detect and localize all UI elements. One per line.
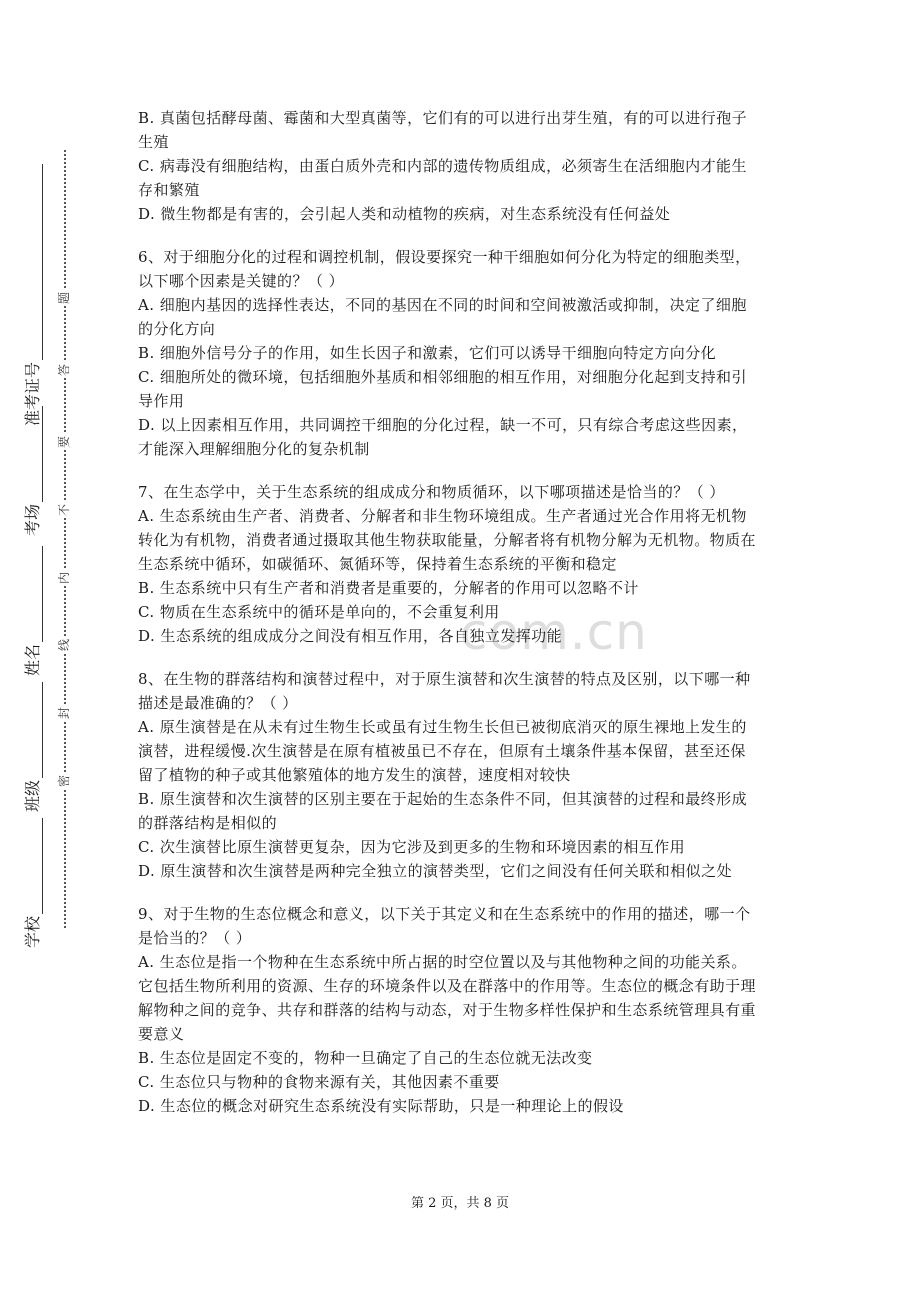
sealing-line: [64, 150, 66, 928]
option-line: 要意义: [138, 1025, 185, 1043]
question-5-remaining-options: [138, 106, 782, 226]
option-line: 的分化方向: [138, 320, 216, 338]
option-line: D. 以上因素相互作用，共同调控干细胞的分化过程，缺一不可，只有综合考虑这些因素，: [138, 416, 748, 434]
option-line: A. 生态位是指一个物种在生态系统中所占据的时空位置以及与其他物种之间的功能关系。: [138, 953, 747, 971]
seal-char-bu: 不: [57, 504, 71, 517]
name-blank: [26, 546, 43, 642]
option-line: C. 病毒没有细胞结构，由蛋白质外壳和内部的遗传物质组成，必须寄生在活细胞内才能生: [138, 157, 747, 175]
option-line: D. 生态位的概念对研究生态系统没有实际帮助，只是一种理论上的假设: [138, 1097, 624, 1115]
seal-char-mi: 密: [57, 775, 71, 788]
option-line: 生态系统中循环，如碳循环、氮循环等，保持着生态系统的平衡和稳定: [138, 555, 617, 573]
option-line: C. 生态位只与物种的食物来源有关，其他因素不重要: [138, 1073, 500, 1091]
option-line: 存和繁殖: [138, 181, 200, 199]
option-line: 的群落结构是相似的: [138, 814, 278, 832]
exam-room-label: 考场: [23, 503, 42, 536]
school-label: 学校: [23, 915, 42, 948]
option-line: D. 生态系统的组成成分之间没有相互作用，各自独立发挥功能: [138, 627, 563, 645]
school-blank: [26, 818, 43, 914]
question-stem: 8、在生物的群落结构和演替过程中，对于原生演替和次生演替的特点及区别，以下哪一种: [138, 670, 751, 688]
option-line: 留了植物的种子或其他繁殖体的地方发生的演替，速度相对较快: [138, 766, 571, 784]
option-line: C. 细胞所处的微环境，包括细胞外基质和相邻细胞的相互作用，对细胞分化起到支持和引: [138, 368, 747, 386]
question-content: [138, 106, 782, 1118]
option-line: A. 生态系统由生产者、消费者、分解者和非生物环境组成。生产者通过光合作用将无机物: [138, 507, 747, 525]
option-line: 解物种之间的竞争、共存和群落的结构与动态，对于生物多样性保护和生态系统管理具有重: [138, 1001, 757, 1019]
question-stem: 以下哪个因素是关键的？（ ）: [138, 272, 345, 290]
seal-char-da: 答: [57, 364, 71, 377]
name-field: [20, 546, 43, 676]
question-7: [138, 480, 782, 648]
question-9: [138, 902, 782, 1118]
seal-char-nei: 内: [57, 572, 71, 585]
option-line: B. 真菌包括酵母菌、霉菌和大型真菌等，它们有的可以进行出芽生殖，有的可以进行孢子: [138, 109, 748, 127]
option-line: 它包括生物所利用的资源、生存的环境条件以及在群落中的作用等。生态位的概念有助于理: [138, 977, 757, 995]
question-stem: 是恰当的？（ ）: [138, 929, 252, 947]
option-line: A. 细胞内基因的选择性表达，不同的基因在不同的时间和空间被激活或抑制，决定了细胞: [138, 296, 747, 314]
option-line: C. 物质在生态系统中的循环是单向的，不会重复利用: [138, 603, 500, 621]
option-line: D. 原生演替和次生演替是两种完全独立的演替类型，它们之间没有任何关联和相似之处: [138, 862, 733, 880]
page-number: 第 2 页，共 8 页: [410, 1196, 510, 1211]
class-field: [20, 682, 43, 812]
watermark: com.cn: [460, 603, 648, 661]
option-line: B. 细胞外信号分子的作用，如生长因子和激素，它们可以诱导干细胞向特定方向分化: [138, 344, 717, 362]
question-stem: 7、在生态学中，关于生态系统的组成成分和物质循环，以下哪项描述是恰当的？（ ）: [138, 483, 725, 501]
option-line: D. 微生物都是有害的，会引起人类和动植物的疾病，对生态系统没有任何益处: [138, 205, 671, 223]
question-stem: 描述是最准确的？（ ）: [138, 694, 298, 712]
option-line: C. 次生演替比原生演替更复杂，因为它涉及到更多的生物和环境因素的相互作用: [138, 838, 686, 856]
option-line: B. 生态位是固定不变的，物种一旦确定了自己的生态位就无法改变: [138, 1049, 593, 1067]
question-8: [138, 667, 782, 883]
question-stem: 9、对于生物的生态位概念和意义，以下关于其定义和在生态系统中的作用的描述，哪一个: [138, 905, 751, 923]
ticket-number-blank: [26, 164, 43, 360]
ticket-number-field: [20, 164, 43, 426]
school-field: [20, 818, 43, 948]
option-line: 导作用: [138, 392, 185, 410]
name-label: 姓名: [23, 643, 42, 676]
option-line: 演替，进程缓慢.次生演替是在原有植被虽已不存在，但原有土壤条件基本保留，甚至还保: [138, 742, 746, 760]
question-stem: 6、对于细胞分化的过程和调控机制，假设要探究一种干细胞如何分化为特定的细胞类型，: [138, 248, 751, 266]
option-line: 生殖: [138, 133, 169, 151]
option-line: 才能深入理解细胞分化的复杂机制: [138, 440, 370, 458]
option-line: A. 原生演替是在从未有过生物生长或虽有过生物生长但已被彻底消灭的原生裸地上发生的: [138, 718, 747, 736]
question-6: [138, 245, 782, 461]
ticket-number-label: 准考证号: [23, 361, 42, 426]
class-label: 班级: [23, 779, 42, 812]
seal-char-feng: 封: [57, 707, 71, 720]
option-line: 转化为有机物，消费者通过摄取其他生物获取能量，分解者将有机物分解为无机物。物质在: [138, 531, 757, 549]
option-line: B. 生态系统中只有生产者和消费者是重要的，分解者的作用可以忽略不计: [138, 579, 639, 597]
seal-char-yao: 要: [57, 436, 71, 449]
class-blank: [26, 682, 43, 778]
seal-char-ti: 题: [57, 292, 71, 305]
option-line: B. 原生演替和次生演替的区别主要在于起始的生态条件不同，但其演替的过程和最终形成: [138, 790, 748, 808]
seal-char-xian: 线: [57, 639, 71, 652]
